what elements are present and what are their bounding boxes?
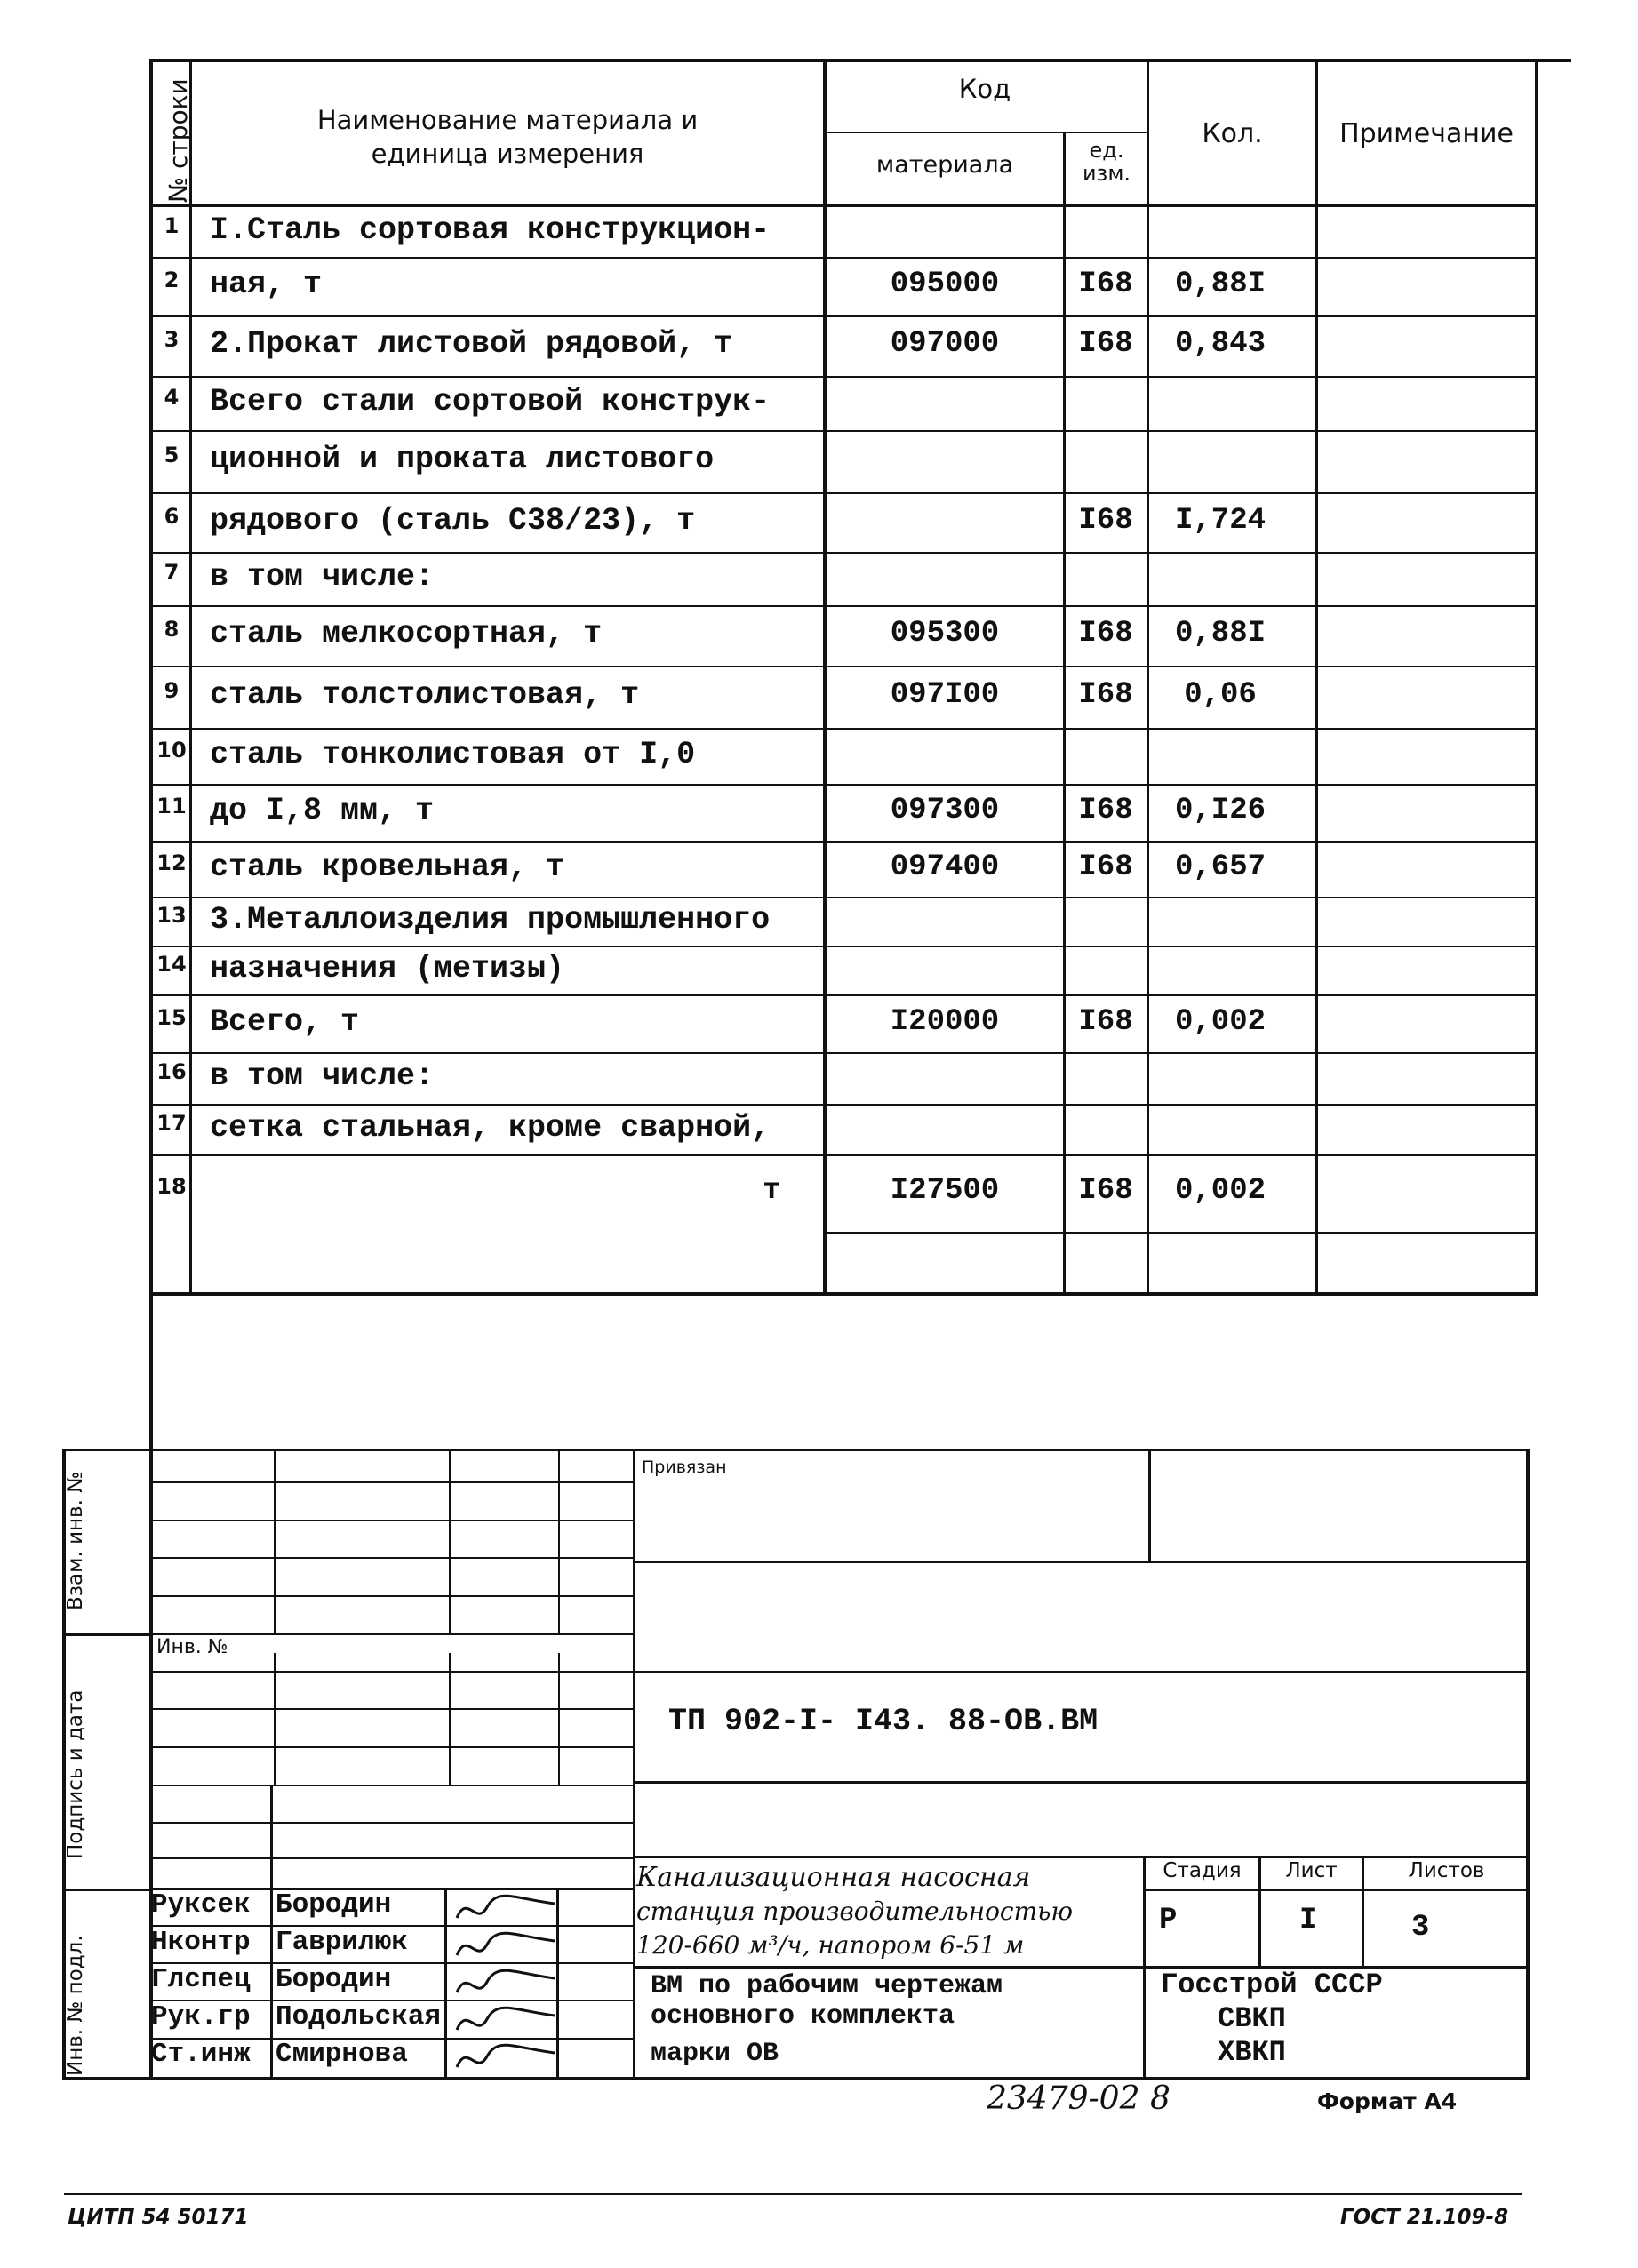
material-code-cell: 095000	[890, 268, 1000, 301]
material-name-cell: сталь мелкосортная, т	[210, 616, 603, 651]
material-name-cell: т	[763, 1174, 780, 1207]
label-original-inventory: Инв. № подл.	[64, 1935, 87, 2076]
row-number-cell: 12	[156, 850, 187, 875]
row-number-cell: 11	[156, 794, 187, 819]
header-note: Примечание	[1339, 118, 1514, 149]
unit-code-cell: I68	[1078, 850, 1133, 884]
document-title-line-1: ВМ по рабочим чертежам	[651, 1971, 1003, 2001]
unit-code-cell: I68	[1078, 327, 1133, 361]
signature-image	[451, 1929, 558, 1964]
sheets-value: 3	[1411, 1911, 1430, 1945]
unit-code-cell: I68	[1078, 794, 1133, 827]
header-quantity: Кол.	[1202, 118, 1263, 149]
table-row	[149, 785, 1538, 842]
row-number-cell: 8	[164, 617, 180, 642]
quantity-cell: 0,I26	[1174, 794, 1266, 827]
material-name-cell: в том числе:	[210, 559, 435, 595]
stage-label: Стадия	[1163, 1859, 1242, 1882]
table-row	[149, 553, 1538, 606]
sheets-label: Листов	[1408, 1859, 1485, 1882]
material-name-cell: ная, т	[210, 267, 323, 302]
material-code-cell: 097400	[890, 850, 1000, 884]
material-name-cell: Всего стали сортовой конструк-	[210, 383, 771, 419]
material-code-cell: 095300	[890, 617, 1000, 651]
attached-label: Привязан	[642, 1457, 727, 1477]
signer-role: Нконтр	[151, 1929, 251, 1956]
unit-code-cell: I68	[1078, 268, 1133, 301]
organization-line-1: Госстрой СССР	[1161, 1969, 1383, 2001]
row-number-cell: 14	[156, 951, 187, 977]
table-row	[149, 207, 1538, 258]
signer-name: Подольская	[276, 2003, 442, 2031]
material-code-cell: 097000	[890, 327, 1000, 361]
signer-role: Ст.инж	[151, 2040, 251, 2068]
table-row	[149, 995, 1538, 1053]
row-number-cell: 18	[156, 1174, 187, 1199]
project-title-line-1: Канализационная насосная	[636, 1862, 1031, 1893]
quantity-cell: 0,657	[1174, 850, 1266, 884]
signer-role: Руксек	[151, 1891, 251, 1919]
table-row	[149, 316, 1538, 377]
table-row	[149, 667, 1538, 729]
signer-name: Бородин	[276, 1891, 392, 1919]
row-number-cell: 7	[164, 560, 180, 585]
unit-code-cell: I68	[1078, 1004, 1133, 1039]
signer-name: Бородин	[276, 1966, 392, 1993]
label-signature-date: Подпись и дата	[64, 1689, 87, 1859]
archive-number: 23479-02 8	[987, 2080, 1171, 2117]
unit-code-cell: I68	[1078, 617, 1133, 651]
signer-role: Рук.гр	[151, 2003, 251, 2031]
header-material-name: Наименование материала и единица измерения	[316, 105, 699, 169]
row-number-cell: 15	[156, 1004, 187, 1030]
material-code-cell: 097300	[890, 794, 1000, 827]
material-name-cell: до I,8 мм, т	[210, 793, 435, 828]
footer-left-code: ЦИТП 54 50171	[68, 2206, 249, 2229]
quantity-cell: 0,88I	[1174, 617, 1266, 651]
table-row	[149, 493, 1538, 553]
table-row	[149, 431, 1538, 493]
project-title-line-2: станция производительностью	[636, 1897, 1074, 1926]
material-name-cell: I.Сталь сортовая конструкцион-	[210, 212, 771, 248]
sheet-label: Лист	[1285, 1859, 1338, 1882]
material-name-cell: сетка стальная, кроме сварной,	[210, 1109, 771, 1146]
row-number-cell: 4	[164, 384, 180, 410]
material-code-cell: I27500	[890, 1174, 1000, 1208]
row-number-cell: 6	[164, 503, 180, 529]
header-row-number: № строки	[164, 78, 193, 203]
signer-name: Смирнова	[276, 2040, 408, 2068]
stage-value: Р	[1159, 1904, 1178, 1937]
quantity-cell: 0,843	[1174, 327, 1266, 361]
row-number-cell: 1	[164, 212, 180, 238]
document-code: ТП 902-I- I43. 88-ОВ.ВМ	[668, 1704, 1099, 1739]
table-row	[149, 842, 1538, 898]
quantity-cell: 0,002	[1174, 1004, 1266, 1039]
material-code-cell: 097I00	[890, 678, 1000, 712]
signer-role: Глспец	[151, 1966, 251, 1993]
signature-image	[451, 1891, 558, 1927]
signature-image	[451, 1966, 558, 2001]
header-material-code: материала	[875, 151, 1014, 179]
signer-name: Гаврилюк	[276, 1929, 408, 1956]
signature-image	[451, 2040, 558, 2076]
inventory-number-label: Инв. №	[156, 1636, 228, 1658]
header-code: Код	[958, 74, 1011, 104]
row-number-cell: 10	[156, 737, 187, 763]
row-number-cell: 13	[156, 902, 187, 928]
material-name-cell: сталь тонколистовая от I,0	[210, 736, 696, 772]
document-title-line-2: основного комплекта	[651, 2001, 955, 2032]
organization-line-2: СВКП	[1218, 2002, 1286, 2035]
signature-image	[451, 2003, 558, 2039]
material-name-cell: 3.Металлоизделия промышленного	[210, 901, 771, 938]
table-row	[149, 1155, 1538, 1232]
material-name-cell: ционной и проката листового	[210, 442, 715, 477]
material-name-cell: 2.Прокат листовой рядовой, т	[210, 326, 733, 362]
material-code-cell: I20000	[890, 1004, 1000, 1039]
footer-divider	[64, 2193, 1522, 2195]
material-name-cell: сталь кровельная, т	[210, 849, 565, 885]
material-name-cell: сталь толстолистовая, т	[210, 677, 640, 713]
row-number-cell: 16	[156, 1059, 187, 1084]
header-unit: ед. изм.	[1082, 138, 1131, 186]
table-row	[149, 1105, 1538, 1155]
material-name-cell: рядового (сталь С38/23), т	[210, 502, 696, 539]
row-number-cell: 2	[164, 268, 180, 292]
format-label: Формат А4	[1317, 2088, 1458, 2114]
material-name-cell: в том числе:	[210, 1058, 435, 1094]
row-number-cell: 3	[164, 327, 180, 352]
table-row	[149, 606, 1538, 667]
quantity-cell: 0,06	[1184, 678, 1257, 712]
unit-code-cell: I68	[1078, 1174, 1133, 1208]
project-title-line-3: 120-660 м³/ч, напором 6-51 м	[636, 1930, 1025, 1960]
material-name-cell: назначения (метизы)	[210, 950, 565, 986]
table-row	[149, 258, 1538, 316]
table-row	[149, 377, 1538, 431]
row-number-cell: 9	[164, 678, 180, 703]
table-row	[149, 1053, 1538, 1105]
row-number-cell: 17	[156, 1110, 187, 1136]
quantity-cell: 0,88I	[1174, 268, 1266, 301]
organization-line-3: ХВКП	[1218, 2036, 1286, 2069]
footer-standard: ГОСТ 21.109-8	[1340, 2206, 1509, 2229]
material-name-cell: Всего, т	[210, 1003, 360, 1040]
table-row	[149, 946, 1538, 995]
unit-code-cell: I68	[1078, 503, 1133, 538]
label-replacement-inventory: Взам. инв. №	[64, 1471, 87, 1610]
sheet-value: I	[1299, 1904, 1318, 1937]
document-title-line-3: марки ОВ	[651, 2039, 779, 2069]
row-number-cell: 5	[164, 443, 180, 467]
table-row	[149, 729, 1538, 785]
table-row	[149, 898, 1538, 946]
unit-code-cell: I68	[1078, 678, 1133, 712]
quantity-cell: 0,002	[1174, 1174, 1266, 1208]
quantity-cell: I,724	[1174, 503, 1266, 538]
